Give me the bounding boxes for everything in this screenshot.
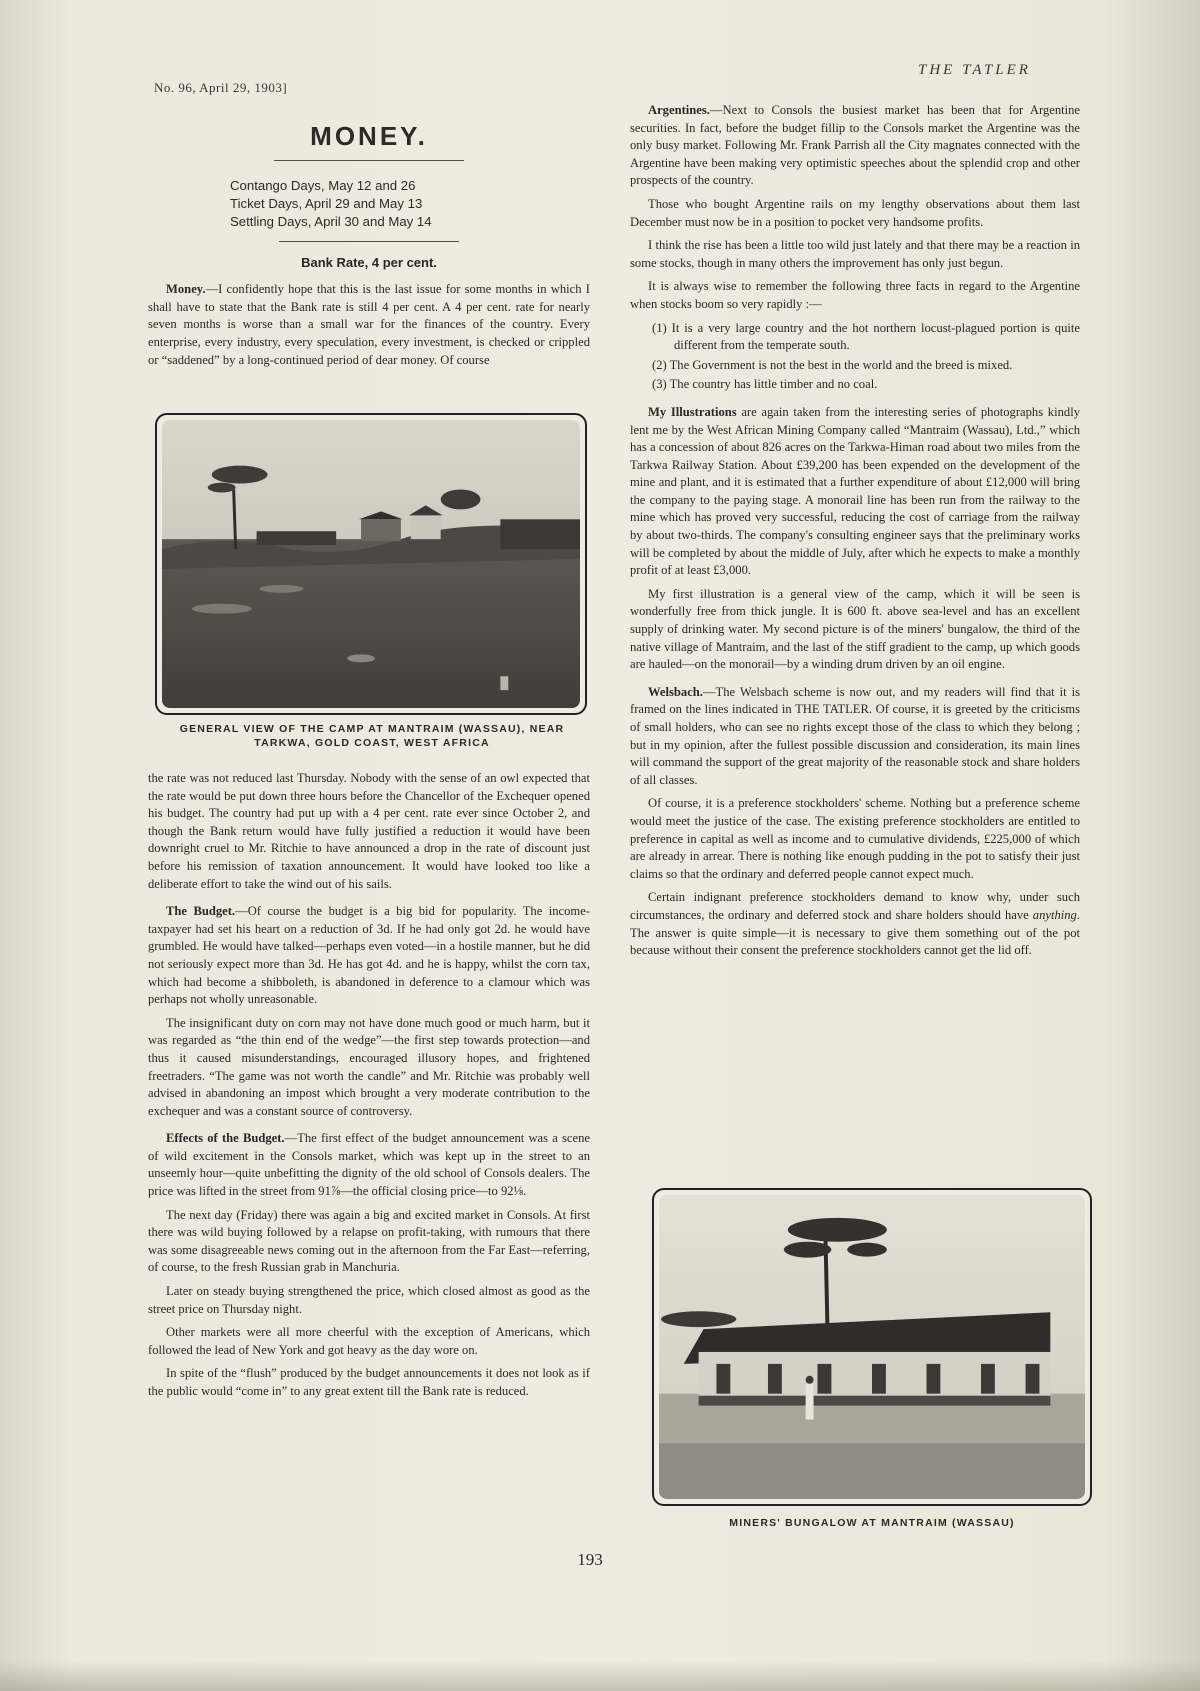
effects-paragraph-4: Other markets were all more cheerful with the exception of Americans, which followed the lead of New York and got heavy as the day wore on.	[148, 1325, 590, 1357]
fact-item: (3) The country has little timber and no coal.	[652, 377, 878, 392]
money-paragraph	[148, 281, 590, 369]
title-rule	[274, 160, 464, 161]
argentines-paragraph-2: Those who bought Argentine rails on my lengthy observations about them last December must now be in a position to pocket very handsome profits.	[630, 196, 1080, 229]
camp-photo-caption: GENERAL VIEW OF THE CAMP AT MANTRAIM (WASSAU), NEAR TARKWA, GOLD COAST, WEST AFRICA	[179, 723, 565, 749]
illustrations-paragraph-2: My first illustration is a general view of the camp, which it will be seen is wonderfully free from thick jungle. It is 600 ft. above sea-level and has an excellent supply of drinking water. My second picture is of the miners' bungalow, the third of the native village of Mantraim, and the last of the stiff gradient to the camp, up which goods are hauled—on the monorail—by a winding drum driven by an oil engine.	[630, 586, 1080, 672]
argentines-paragraph	[630, 102, 1080, 190]
argentines-text: —Next to Consols the busiest market has been that for Argentine securities. In fact, before the budget fillip to the Consols market the Argentine was the only busy market. Following Mr. Frank Parrish all the City magnates connected with the Argentine have been making very optimistic speeches about the splendid crop and other prospects of the country.	[630, 103, 1080, 188]
illustrations-paragraph	[630, 404, 1080, 580]
budget-text: —Of course the budget is a big bid for popularity. The income-taxpayer had set his heart on a reduction of 3d. If he had only got 2d. he would have grumbled. He would have talked—perhaps even voted—in a hostile manner, but he did not seriously expect more than 3d. He has got 4d. and he is happy, whilst the corn tax, which had become a shibboleth, is abandoned in deference to a clamour which was perhaps not wholly unreasonable.	[148, 904, 591, 1007]
bungalow-photo	[652, 1188, 1092, 1506]
bungalow-photo-image	[659, 1195, 1085, 1499]
budget-heading: The Budget.	[166, 904, 236, 919]
welsbach-text-3b: . The answer is quite simple—it is necessary to give them something out of the pot because without their consent the preference stockholders cannot get the lid off.	[630, 907, 1080, 958]
welsbach-emphasis: anything	[1032, 907, 1077, 922]
settling-days: Settling Days, April 30 and May 14	[230, 213, 432, 229]
welsbach-text-3a: Certain indignant preference stockholders demand to know why, under such circumstances, the ordinary and deferred stock and share holders should have	[630, 890, 1080, 922]
camp-photo	[155, 413, 587, 715]
bungalow-photo-caption: MINERS' BUNGALOW AT MANTRAIM (WASSAU)	[729, 1517, 1015, 1529]
illustrations-text: are again taken from the interesting series of photographs kindly lent me by the West African Mining Company called “Mantraim (Wassau), Ltd.,” which has a concession of about 826 acres on the Tarkwa-Himan road about two miles from the Tarkwa Railway Station. About £39,200 has been expended on the development of the mine and plant, and it is estimated that a further expenditure of about £12,000 will bring the company to the paying stage. A monorail line has been run from the railway to the mine which has proved very successful, reducing the cost of carriage from the railway by about two-thirds. The company's consulting engineer says that the preliminary works will be completed by about the middle of July, after which he expects to make a monthly profit of at least £3,000.	[630, 404, 1080, 578]
contango-days: Contango Days, May 12 and 26	[230, 177, 416, 193]
argentines-paragraph-4: It is always wise to remember the following three facts in regard to the Argentine when stocks boom so very rapidly :—	[630, 279, 1080, 311]
fact-item: (2) The Government is not the best in the world and the breed is mixed.	[652, 357, 1013, 372]
masthead-running-title: THE TATLER	[918, 62, 1031, 78]
welsbach-heading: Welsbach.	[648, 684, 703, 699]
argentines-heading: Argentines.	[648, 103, 710, 117]
effects-paragraph	[148, 1130, 590, 1200]
illustrations-heading: My Illustrations	[648, 404, 737, 419]
right-column	[630, 102, 1080, 966]
budget-paragraph	[148, 903, 590, 1009]
budget-paragraph-2: The insignificant duty on corn may not have done much good or much harm, but it was regarded as “the thin end of the wedge”—the first step towards protection—and thus it caused misunderstandings, encouraged illusory hopes, and frightened freetraders. “The game was not worth the candle” and Mr. Ritchie was probably well advised in abandoning an impost which brought a very moderate contribution to the exchequer and was a constant source of controversy.	[148, 1015, 590, 1118]
effects-heading: Effects of the Budget.	[166, 1131, 285, 1146]
welsbach-paragraph-3	[630, 889, 1080, 959]
money-heading: Money.	[166, 282, 206, 297]
page-number: 193	[577, 1550, 603, 1569]
welsbach-paragraph	[630, 684, 1080, 790]
effects-text: —The first effect of the budget announcement was a scene of wild excitement in the Consols market, which was kept up in the street to an unseemly hour—quite unbefitting the dignity of the old school of Consols dealers. The price was lifted in the street from 91⅞—the official closing price—to 92⅛.	[148, 1131, 590, 1199]
argentines-paragraph-3: I think the rise has been a little too wild just lately and that there may be a reaction in some stocks, though in many others the improvement has only just begun.	[630, 238, 1080, 270]
welsbach-text: —The Welsbach scheme is now out, and my readers will find that it is framed on the lines indicated in THE TATLER. Of course, it is greeted by the criticisms of small holders, who can see no rights except those of the class to which they belong ; but in my opinion, after the fullest possible discussion and consideration, its main lines will command the support of the great majority of the reasonable stock and share holders of all classes.	[630, 684, 1080, 787]
camp-photo-image	[162, 420, 580, 708]
issue-header: No. 96, April 29, 1903]	[154, 80, 288, 95]
days-rule	[279, 241, 459, 242]
left-column-continued	[148, 770, 590, 1407]
effects-paragraph-5: In spite of the “flush” produced by the budget announcements it does not look as if the public would “come in” to any great extent till the Bank rate is reduced.	[148, 1366, 590, 1398]
bank-rate: Bank Rate, 4 per cent.	[301, 254, 437, 270]
ticket-days: Ticket Days, April 29 and May 13	[230, 195, 423, 211]
money-text: —I confidently hope that this is the last issue for some months in which I shall have to state that the Bank rate is still 4 per cent. A 4 per cent. rate for nearly seven months is worse than a small war for the finances of the country. Every enterprise, every industry, every speculation, every investment, is checked or crippled or “saddened” by a long-continued period of dear money. Of course	[148, 282, 590, 367]
effects-paragraph-3: Later on steady buying strengthened the price, which closed almost as good as the street price on Thursday night.	[148, 1284, 590, 1316]
argentine-facts-list	[630, 320, 1080, 394]
settlement-days	[148, 177, 590, 231]
left-column	[148, 121, 590, 375]
welsbach-paragraph-2: Of course, it is a preference stockholders' scheme. Nothing but a preference scheme would meet the justice of the case. The existing preference stockholders are entitled to preference in capital as well as income and to cumulative dividends, £225,000 of which are already in arrear. There is nothing like enough pudding in the pot to satisfy their just claims so that the ordinary and deferred people cannot expect much.	[630, 796, 1080, 881]
money-continued: the rate was not reduced last Thursday. Nobody with the sense of an owl expected that the rate would be put down three hours before the Chancellor of the Exchequer opened his budget. The country had put up with a 4 per cent. rate ever since October 2, and though the Bank return would have fully justified a reduction it would have been downright cruel to Mr. Ritchie to have announced a drop in the rate of discount just before his remission of taxation announcement. It would have looked too like a deliberate effort to take the wind out of his sails.	[148, 771, 590, 891]
article-title: MONEY.	[310, 121, 428, 151]
effects-paragraph-2: The next day (Friday) there was again a big and excited market in Consols. At first there was wild buying followed by a relapse on profit-taking, with rumours that there was some disagreeable news coming out in the afternoon from the Far East—referring, of course, to the fresh Russian grab in Manchuria.	[148, 1207, 590, 1275]
fact-item: (1) It is a very large country and the hot northern locust-plagued portion is quite different from the temperate south.	[652, 320, 1080, 353]
